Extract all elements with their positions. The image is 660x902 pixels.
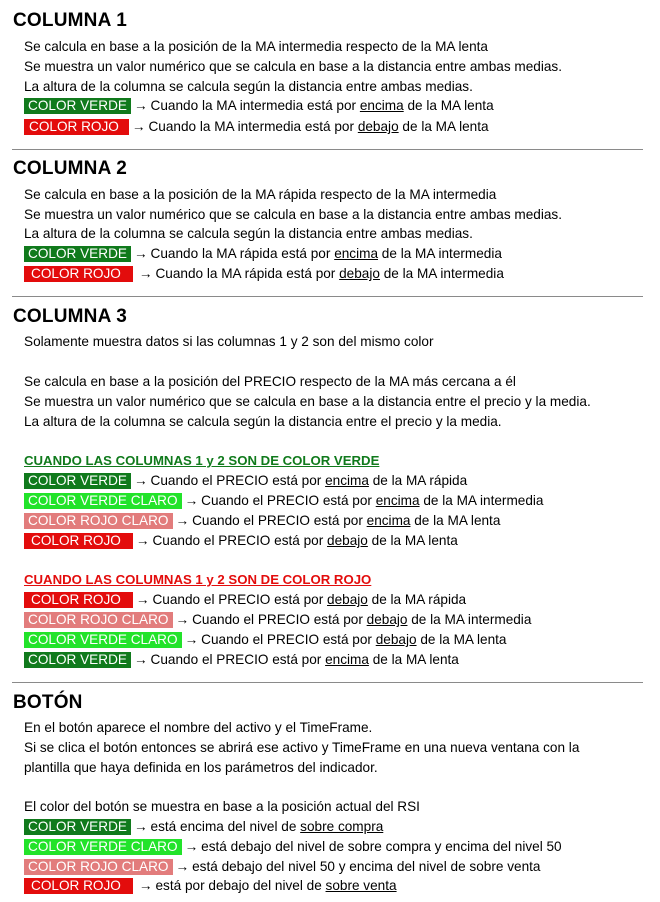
rule-text: está debajo del nivel de sobre compra y encima del nivel 50 (201, 839, 562, 854)
rule-text-post: de la MA rápida (371, 592, 467, 607)
rule-text: está encima del nivel de (150, 819, 297, 834)
section-divider (12, 149, 643, 150)
rule-text: Cuando la MA rápida está por (150, 246, 331, 261)
rule-underline: debajo (327, 592, 368, 607)
rule-text: Cuando el PRECIO está por (150, 473, 322, 488)
rule-text-post: de la MA rápida (372, 473, 468, 488)
rule-text: Cuando la MA intermedia está por (148, 119, 355, 134)
col2-rule-red (24, 265, 504, 283)
col3-desc-1: Se calcula en base a la posición del PRECIO respecto de la MA más cercana a él (24, 374, 516, 389)
boton-rule-3 (24, 858, 540, 876)
green-case-header: CUANDO LAS COLUMNAS 1 y 2 SON DE COLOR VERDE (24, 453, 380, 468)
boton-desc-1: En el botón aparece el nombre del activo y el TimeFrame. (24, 720, 373, 735)
color-verde-claro-badge: COLOR VERDE CLARO (24, 493, 182, 509)
color-verde-badge: COLOR VERDE (24, 652, 131, 668)
boton-desc-4: El color del botón se muestra en base a la posición actual del RSI (24, 799, 420, 814)
arrow-icon: → (184, 839, 199, 854)
color-verde-badge: COLOR VERDE (24, 473, 131, 489)
boton-title: BOTÓN (13, 692, 83, 713)
color-verde-badge: COLOR VERDE (24, 819, 131, 835)
color-rojo-claro-badge: COLOR ROJO CLARO (24, 612, 173, 628)
col1-desc-1: Se calcula en base a la posición de la MA intermedia respecto de la MA lenta (24, 39, 488, 54)
rule-text: Cuando la MA rápida está por (155, 266, 336, 281)
col3-note: Solamente muestra datos si las columnas 1 y 2 son del mismo color (24, 334, 434, 349)
arrow-icon: → (175, 612, 190, 627)
rule-text: Cuando el PRECIO está por (152, 592, 324, 607)
boton-rule-1 (24, 818, 383, 836)
arrow-icon: → (175, 859, 190, 874)
rule-underline: debajo (357, 119, 399, 134)
rule-text: Cuando el PRECIO está por (192, 612, 363, 627)
arrow-icon: → (175, 513, 190, 528)
col3-red-rule-4 (24, 651, 459, 669)
arrow-icon: → (135, 533, 150, 548)
col3-green-rule-2 (24, 492, 543, 510)
arrow-icon: → (133, 473, 148, 488)
arrow-icon: → (133, 819, 148, 834)
col3-red-rule-3 (24, 631, 506, 649)
rule-text-post: de la MA intermedia (383, 266, 504, 281)
rule-text-post: de la MA lenta (402, 119, 489, 134)
col3-green-rule-4 (24, 532, 458, 550)
rule-text-post: de la MA intermedia (411, 612, 532, 627)
rule-underline: debajo (366, 612, 408, 627)
color-verde-badge: COLOR VERDE (24, 98, 131, 114)
rule-underline: encima (325, 473, 369, 488)
col1-desc-2: Se muestra un valor numérico que se calcula en base a la distancia entre ambas medias. (24, 59, 563, 74)
col2-desc-3: La altura de la columna se calcula según la distancia entre ambas medias. (24, 226, 473, 241)
color-rojo-claro-badge: COLOR ROJO CLARO (24, 859, 173, 875)
rule-underline: encima (325, 652, 369, 667)
col1-rule-red (24, 118, 489, 136)
col3-desc-2: Se muestra un valor numérico que se calcula en base a la distancia entre el precio y la media. (24, 394, 591, 409)
rule-underline: encima (334, 246, 379, 261)
rule-text: Cuando el PRECIO está por (201, 632, 372, 647)
color-verde-badge: COLOR VERDE (24, 246, 131, 262)
color-verde-claro-badge: COLOR VERDE CLARO (24, 839, 182, 855)
red-case-header: CUANDO LAS COLUMNAS 1 y 2 SON DE COLOR ROJO (24, 572, 372, 587)
rule-underline: debajo (339, 266, 380, 281)
col3-green-rule-1 (24, 472, 467, 490)
col3-desc-3: La altura de la columna se calcula según la distancia entre el precio y la media. (24, 414, 502, 429)
rule-text-post: de la MA intermedia (423, 493, 544, 508)
arrow-icon: → (131, 119, 146, 134)
color-rojo-badge: COLOR ROJO (24, 533, 133, 549)
arrow-icon: → (184, 493, 199, 508)
arrow-icon: → (138, 878, 153, 893)
boton-desc-2: Si se clica el botón entonces se abrirá ese activo y TimeFrame en una nueva ventana con la (24, 740, 580, 755)
section-divider (12, 296, 643, 297)
col1-desc-3: La altura de la columna se calcula según la distancia entre ambas medias. (24, 79, 473, 94)
col2-rule-green (24, 245, 502, 263)
rule-text: Cuando el PRECIO está por (152, 533, 324, 548)
color-rojo-badge: COLOR ROJO (24, 878, 133, 894)
col1-rule-green (24, 97, 494, 115)
color-rojo-claro-badge: COLOR ROJO CLARO (24, 513, 173, 529)
columna-2-title: COLUMNA 2 (13, 158, 128, 179)
rule-underline: debajo (327, 533, 368, 548)
arrow-icon: → (133, 98, 148, 113)
rule-underline: encima (366, 513, 411, 528)
col2-desc-1: Se calcula en base a la posición de la MA rápida respecto de la MA intermedia (24, 187, 497, 202)
rule-text: Cuando el PRECIO está por (150, 652, 322, 667)
rule-text-post: de la MA lenta (372, 652, 459, 667)
boton-desc-3: plantilla que haya definida en los parámetros del indicador. (24, 760, 378, 775)
col2-desc-2: Se muestra un valor numérico que se calcula en base a la distancia entre ambas medias. (24, 207, 563, 222)
arrow-icon: → (138, 266, 153, 281)
arrow-icon: → (133, 652, 148, 667)
boton-rule-4 (24, 877, 397, 895)
rule-text-post: de la MA lenta (414, 513, 501, 528)
columna-1-title: COLUMNA 1 (13, 10, 128, 31)
rule-text-post: de la MA lenta (420, 632, 507, 647)
columna-3-title: COLUMNA 3 (13, 306, 128, 327)
arrow-icon: → (184, 632, 199, 647)
rule-underline: sobre venta (325, 878, 397, 893)
rule-text-post: de la MA intermedia (381, 246, 502, 261)
rule-text: está por debajo del nivel de (155, 878, 322, 893)
arrow-icon: → (133, 246, 148, 261)
arrow-icon: → (135, 592, 150, 607)
rule-text: Cuando la MA intermedia está por (150, 98, 357, 113)
rule-underline: encima (359, 98, 404, 113)
col3-green-rule-3 (24, 512, 500, 530)
rule-underline: debajo (375, 632, 417, 647)
rule-text-post: de la MA lenta (371, 533, 458, 548)
rule-text: Cuando el PRECIO está por (192, 513, 363, 528)
color-rojo-badge: COLOR ROJO (24, 266, 133, 282)
color-rojo-badge: COLOR ROJO (24, 119, 129, 135)
rule-text: está debajo del nivel 50 y encima del nivel de sobre venta (192, 859, 541, 874)
section-divider (12, 682, 643, 683)
color-rojo-badge: COLOR ROJO (24, 592, 133, 608)
rule-underline: encima (375, 493, 420, 508)
rule-underline: sobre compra (300, 819, 384, 834)
col3-red-rule-2 (24, 611, 531, 629)
rule-text-post: de la MA lenta (407, 98, 494, 113)
col3-red-rule-1 (24, 591, 466, 609)
color-verde-claro-badge: COLOR VERDE CLARO (24, 632, 182, 648)
boton-rule-2 (24, 838, 562, 856)
rule-text: Cuando el PRECIO está por (201, 493, 372, 508)
